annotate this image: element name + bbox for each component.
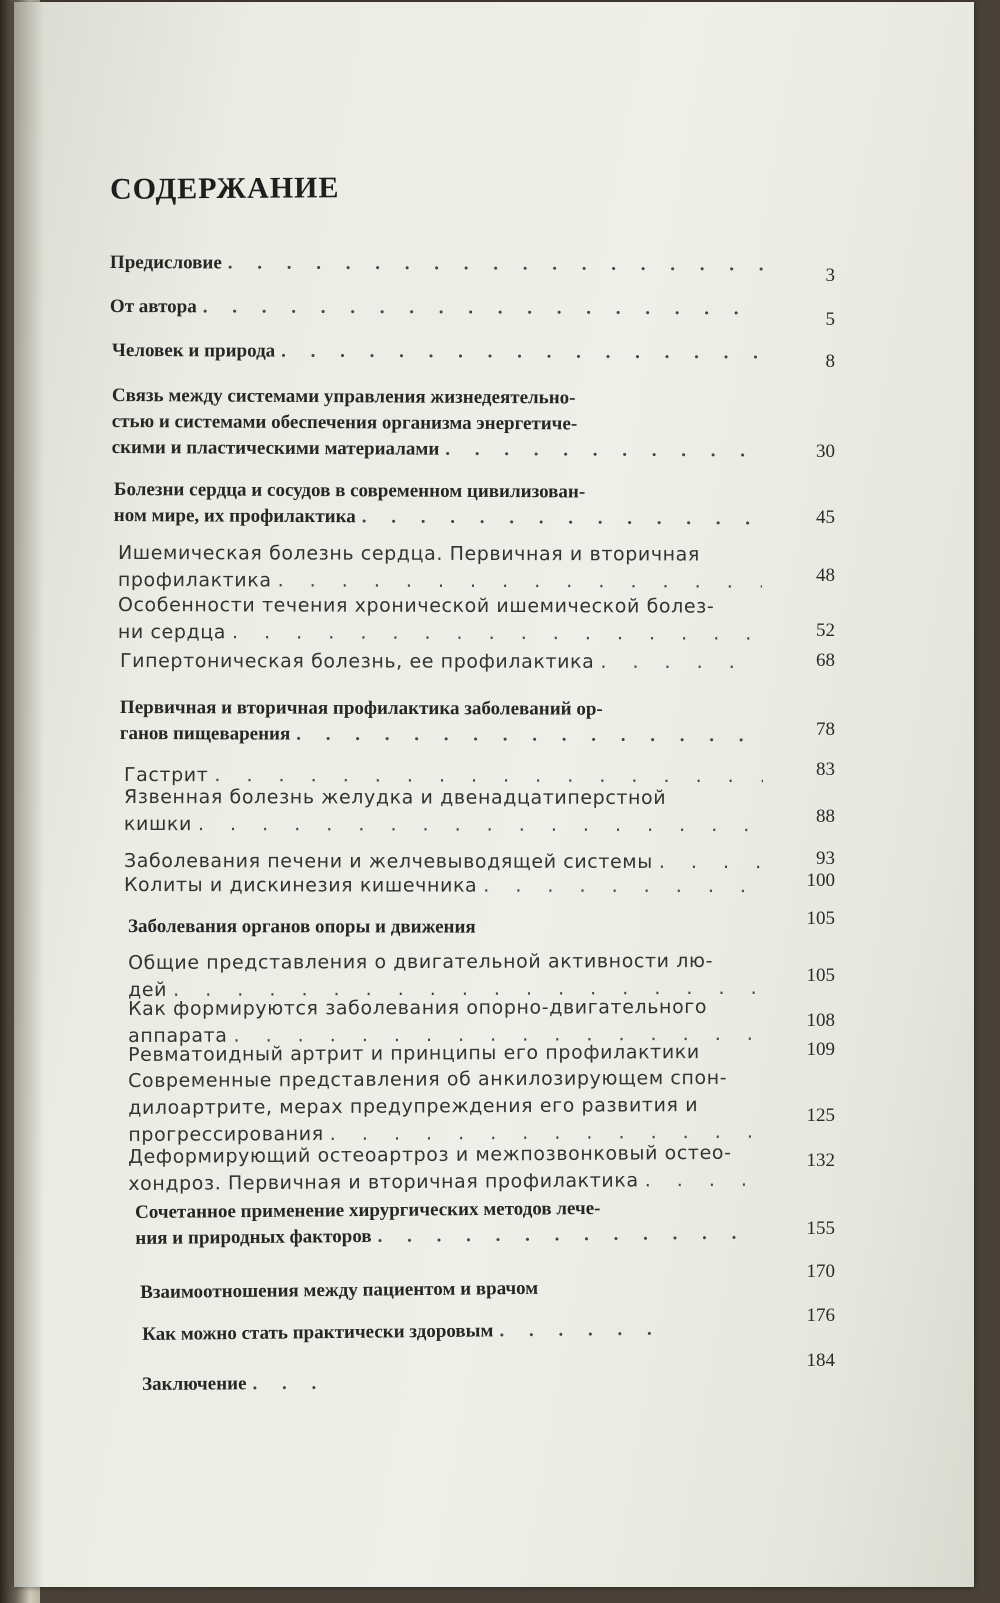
toc-entry xyxy=(110,294,770,322)
toc-entry xyxy=(124,872,769,900)
dot-leader xyxy=(499,1317,656,1345)
toc-page-number: 52 xyxy=(816,620,835,641)
dot-leader xyxy=(198,811,763,839)
toc-entry-title: прогрессирования xyxy=(128,1122,324,1146)
toc-entry-title: Заболевания печени и желчевыводящей системы xyxy=(123,850,653,873)
toc-entry xyxy=(124,784,769,839)
dot-leader xyxy=(228,250,764,278)
toc-entry-title: хондроз. Первичная и вторичная профилактика xyxy=(128,1169,639,1195)
toc-entry-title: Деформирующий остеоартроз и межпозвонковый остео- xyxy=(128,1141,732,1168)
toc-entry-line xyxy=(128,948,768,977)
toc-entry-title: Ишемическая болезнь сердца. Первичная и вторичная xyxy=(117,542,700,566)
toc-page-number: 125 xyxy=(806,1105,835,1126)
toc-entry-line xyxy=(124,784,769,812)
toc-entry xyxy=(142,1317,662,1348)
dot-leader xyxy=(252,1371,326,1398)
toc-entry-line xyxy=(112,409,772,438)
toc-entry-title: Заключение xyxy=(142,1373,247,1395)
toc-page-number: 155 xyxy=(806,1218,835,1239)
toc-page-number: 105 xyxy=(806,908,835,929)
toc-page-number: 176 xyxy=(806,1305,835,1326)
toc-entry-line xyxy=(135,1221,765,1252)
toc-entry-title: Как формируются заболевания опорно-двигательного xyxy=(128,995,708,1020)
toc-entry-title: От автора xyxy=(109,296,197,318)
toc-entry xyxy=(135,1195,765,1252)
toc-page-number: 68 xyxy=(816,650,835,671)
toc-entry xyxy=(142,1371,332,1398)
toc-entry-title: Ревматоидный артрит и принципы его профилактики xyxy=(128,1041,700,1066)
dot-leader xyxy=(278,567,762,595)
toc-entry-line xyxy=(128,994,768,1023)
dot-leader xyxy=(281,339,766,367)
toc-entry-title: Болезни сердца и сосудов в современном цивилизован- xyxy=(113,478,586,503)
toc-entry xyxy=(128,914,598,941)
toc-entry-line xyxy=(128,1065,768,1095)
toc-entry-line xyxy=(124,811,769,839)
dot-leader xyxy=(232,619,762,647)
toc-page-number: 100 xyxy=(806,870,835,891)
toc-entry xyxy=(120,695,768,749)
toc-entry xyxy=(114,477,769,532)
toc-entry-title: Связь между системами управления жизнедеятельно- xyxy=(111,384,576,409)
toc-entry-title: стью и системами обеспечения организма энергетиче- xyxy=(111,410,578,435)
toc-page-number: 5 xyxy=(825,309,835,330)
toc-page-number: 105 xyxy=(806,965,835,986)
toc-entry-title: скими и пластическими материалами xyxy=(111,436,440,460)
toc-entry-line xyxy=(142,1317,662,1348)
toc-entry-line xyxy=(110,294,770,322)
toc-page-number: 48 xyxy=(816,565,835,586)
toc-entry xyxy=(140,1274,700,1306)
toc-entry-title: Предисловие xyxy=(109,251,222,274)
toc-entry-title: Общие представления о двигательной активности лю- xyxy=(128,949,714,974)
toc-page-number: 45 xyxy=(816,507,835,528)
toc-entry-line xyxy=(120,721,768,749)
toc-entry-title: Как можно стать практически здоровым xyxy=(142,1320,494,1345)
toc-entry-title: ния и природных факторов xyxy=(135,1225,372,1249)
toc-entry-title: кишки xyxy=(123,812,192,836)
toc-entry-line xyxy=(118,592,768,621)
toc-entry xyxy=(118,592,768,648)
contents-heading: СОДЕРЖАНИЕ xyxy=(109,171,340,206)
toc-page-number: 8 xyxy=(825,351,835,372)
dot-leader xyxy=(445,437,765,465)
toc-entry xyxy=(128,1065,768,1149)
toc-entry-line xyxy=(112,435,772,464)
toc-entry-line xyxy=(128,914,598,941)
toc-entry xyxy=(110,250,770,278)
toc-entry-line xyxy=(140,1274,700,1306)
toc-entry-line xyxy=(142,1371,332,1398)
toc-page-number: 184 xyxy=(806,1350,835,1371)
toc-entry-title: Человек и природа xyxy=(111,340,276,362)
dot-leader xyxy=(600,649,762,676)
toc-entry-line xyxy=(124,872,769,900)
toc-page-number: 3 xyxy=(825,265,835,286)
toc-entry-title: Колиты и дискинезия кишечника xyxy=(123,874,478,897)
toc-entry-title: Сочетанное применение хирургических методов лече- xyxy=(135,1197,601,1223)
toc-entry-line xyxy=(120,695,768,723)
toc-page-number: 88 xyxy=(816,806,835,827)
toc-entry-line xyxy=(118,540,768,569)
toc-entry-title: Взаимоотношения между пациентом и врачом xyxy=(140,1277,539,1303)
toc-entry-title: Особенности течения хронической ишемической болез- xyxy=(117,594,715,618)
dot-leader xyxy=(203,294,764,322)
toc-page-number: 170 xyxy=(806,1261,835,1282)
toc-entry-title: Заболевания органов опоры и движения xyxy=(127,916,476,938)
toc-page-number: 78 xyxy=(816,719,835,740)
toc-entry-title: профилактика xyxy=(117,568,272,592)
toc-entry-line xyxy=(118,619,768,648)
toc-entry-title: дилоартрите, мерах предупреждения его развития и xyxy=(128,1094,699,1119)
toc-page-number: 83 xyxy=(816,759,835,780)
toc-page-number: 30 xyxy=(816,441,835,462)
toc-page-number: 109 xyxy=(806,1039,835,1060)
toc-entry-title: Гипертоническая болезнь, ее профилактика xyxy=(119,650,595,673)
toc-entry xyxy=(128,1140,768,1198)
toc-entry-line xyxy=(128,1167,768,1198)
toc-page-number: 93 xyxy=(816,848,835,869)
toc-entry xyxy=(118,540,768,596)
toc-entry-line xyxy=(114,477,769,506)
dot-leader xyxy=(362,504,763,532)
toc-entry-line xyxy=(112,383,772,412)
toc-entry-line xyxy=(112,338,772,366)
toc-entry-line xyxy=(128,1092,768,1122)
dot-leader xyxy=(377,1221,759,1250)
toc-entry-line xyxy=(114,503,769,532)
toc-page-number: 108 xyxy=(806,1010,835,1031)
toc-entry-title: ни сердца xyxy=(117,620,227,644)
toc-entry-line xyxy=(110,250,770,278)
toc-entry-title: Язвенная болезнь желудка и двенадцатиперстной xyxy=(123,786,667,809)
toc-entry-title: ном мире, их профилактика xyxy=(113,504,356,528)
toc-entry xyxy=(112,338,772,366)
dot-leader xyxy=(296,722,762,750)
toc-entry-title: Современные представления об анкилозирующем спон- xyxy=(128,1066,728,1092)
dot-leader xyxy=(645,1167,763,1195)
toc-entry-title: Первичная и вторичная профилактика заболеваний ор- xyxy=(119,697,603,720)
toc-entry-title: дей xyxy=(128,978,168,1001)
toc-entry xyxy=(112,383,772,464)
toc-entry xyxy=(120,648,768,676)
toc-page-number: 132 xyxy=(806,1150,835,1171)
dot-leader xyxy=(483,873,763,900)
toc-entry-title: ганов пищеварения xyxy=(119,722,291,745)
toc-entry-title: аппарата xyxy=(128,1024,228,1047)
toc-entry-title: Гастрит xyxy=(123,764,209,787)
toc-entry-line xyxy=(120,648,768,676)
